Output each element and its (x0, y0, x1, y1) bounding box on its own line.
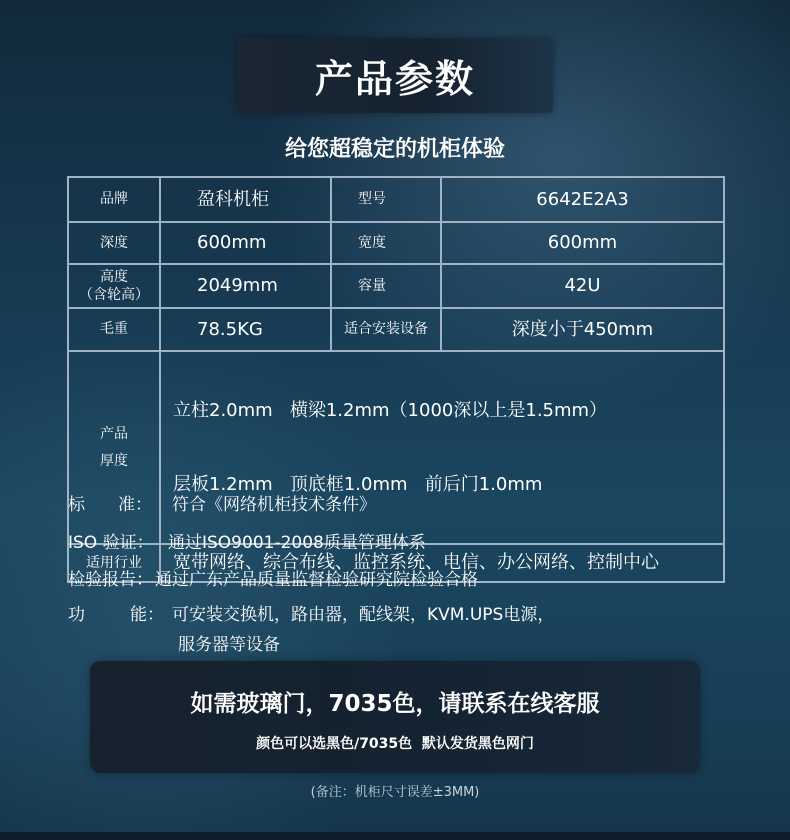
color-option-note: 颜色可以选黑色/7035色 默认发货黑色网门 (256, 736, 534, 752)
depth-value: 600mm (160, 222, 331, 264)
contact-banner (90, 661, 700, 773)
height-label-line1: 高度 (100, 268, 128, 285)
thickness-label-line1: 产品 (100, 426, 128, 443)
industry-label: 适用行业 (68, 544, 160, 582)
table-row (68, 351, 724, 544)
report-value: 通过广东产品质量监督检验研究院检验合格 (155, 570, 478, 590)
weight-label: 毛重 (68, 308, 160, 351)
spec-table (67, 176, 725, 583)
width-value: 600mm (441, 222, 724, 264)
model-value: 6642E2A3 (441, 177, 724, 222)
height-label (68, 264, 160, 308)
thickness-label (68, 351, 160, 544)
table-row (68, 222, 724, 264)
table-row (68, 177, 724, 222)
weight-value: 78.5KG (160, 308, 331, 351)
equipment-value: 深度小于450mm (441, 308, 724, 351)
thickness-line2: 层板1.2mm 顶底框1.0mm 前后门1.0mm (173, 473, 543, 495)
width-label: 宽度 (331, 222, 441, 264)
brand-label: 品牌 (68, 177, 160, 222)
height-value: 2049mm (160, 264, 331, 308)
function-value-2: 服务器等设备 (178, 635, 280, 655)
table-row (68, 264, 724, 308)
capacity-value: 42U (441, 264, 724, 308)
function-label-2: 能： (130, 605, 164, 625)
standard-value: 符合《网络机柜技术条件》 (172, 495, 376, 515)
bottom-divider (0, 832, 790, 840)
height-label-line2: （含轮高） (79, 287, 149, 303)
report-label: 检验报告： (68, 570, 153, 590)
thickness-line1: 立柱2.0mm 横梁1.2mm（1000深以上是1.5mm） (173, 399, 608, 421)
function-label: 功 (68, 605, 85, 625)
iso-label: ISO 验证： (68, 533, 154, 553)
depth-label: 深度 (68, 222, 160, 264)
tolerance-remark: (备注：机柜尺寸误差±3MM) (310, 785, 480, 800)
capacity-label: 容量 (331, 264, 441, 308)
equipment-label: 适合安装设备 (331, 308, 441, 351)
table-row (68, 308, 724, 351)
page-title: 产品参数 (314, 57, 475, 101)
standard-label-2: 准： (118, 495, 152, 515)
page-subtitle: 给您超稳定的机柜体验 (284, 137, 505, 162)
brand-value: 盈科机柜 (160, 177, 331, 222)
function-value-1: 可安装交换机，路由器，配线架，KVM.UPS电源， (172, 605, 555, 625)
thickness-label-line2: 厚度 (100, 452, 128, 469)
model-label: 型号 (331, 177, 441, 222)
standard-label: 标 (68, 495, 85, 515)
industry-value: 宽带网络、综合布线、监控系统、电信、办公网络、控制中心 (160, 544, 724, 582)
title-banner (237, 38, 553, 113)
iso-value: 通过ISO9001-2008质量管理体系 (168, 533, 426, 553)
contact-message: 如需玻璃门，7035色，请联系在线客服 (190, 691, 600, 717)
thickness-value (160, 351, 724, 544)
